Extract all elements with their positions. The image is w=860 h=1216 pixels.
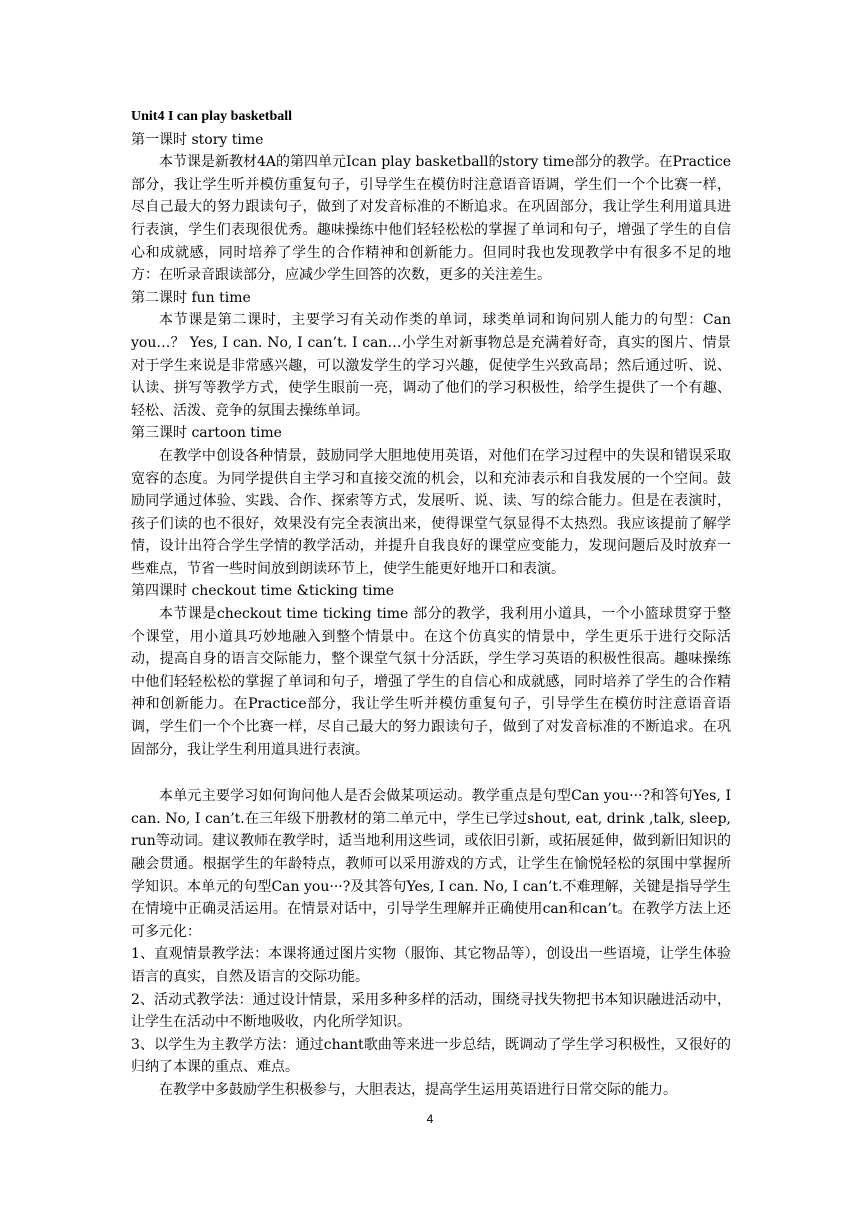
section-heading-3: 第三课时 cartoon time xyxy=(131,425,282,442)
section-heading-2: 第二课时 fun time xyxy=(131,289,251,306)
section-heading-1: 第一课时 story time xyxy=(131,131,264,148)
document-body xyxy=(131,106,731,1102)
section-body-3: 在教学中创设各种情景，鼓励同学大胆地使用英语，对他们在学习过程中的失误和错误采取宽容的态度。为同学提供自主学习和直接交流的机会，以和充沛表示和自我发展的一个空间。鼓励同学通过体验、实践、合作、探索等方式，发展听、说、读、写的综合能力。但是在表演时，孩子们读的也不很好，效果没有完全表演出来，使得课堂气氛显得不太热烈。我应该提前了解学情，设计出符合学生学情的教学活动，并提升自我良好的课堂应变能力，发现问题后及时放弃一些难点，节省一些时间放到朗读环节上，使学生能更好地开口和表演。 xyxy=(131,447,731,577)
section-body-2: 本节课是第二课时，主要学习有关动作类的单词，球类单词和询问别人能力的句型：Can you…？ Yes, I can. No, I can’t. I can…小学生对新事物总是充满着好奇，真实的图片、情景对于学生来说是非常感兴趣，可以激发学生的学习兴趣，促使学生兴致高昂；然后通过听、说、认读、拼写等教学方式，使学生眼前一亮，调动了他们的学习积极性，给学生提供了一个有趣、轻松、活泼、竞争的氛围去操练单词。 xyxy=(131,312,731,419)
section-body-1: 本节课是新教材4A的第四单元Ican play basketball的story time部分的教学。在Practice部分，我让学生听并模仿重复句子，引导学生在模仿时注意语音语调，学生们一个个比赛一样，尽自己最大的努力跟读句子，做到了对发音标准的不断追求。在巩固部分，我让学生利用道具进行表演，学生们表现很优秀。趣味操练中他们轻轻松松的掌握了单词和句子，增强了学生的自信心和成就感，同时培养了学生的合作精神和创新能力。但同时我也发现教学中有很多不足的地方：在听录音跟读部分，应减少学生回答的次数，更多的关注差生。 xyxy=(131,154,731,284)
document-title: Unit4 I can play basketball xyxy=(131,109,293,124)
paragraph-gap xyxy=(131,761,731,785)
method-item-2: 2、活动式教学法：通过设计情景，采用多种多样的活动，围绕寻找失物把书本知识融进活动中，让学生在活动中不断地吸收，内化所学知识。 xyxy=(131,991,731,1031)
summary-closing: 在教学中多鼓励学生积极参与，大胆表达，提高学生运用英语进行日常交际的能力。 xyxy=(159,1081,677,1098)
method-item-3: 3、以学生为主教学方法：通过chant歌曲等来进一步总结，既调动了学生学习积极性，又很好的归纳了本课的重点、难点。 xyxy=(131,1036,731,1076)
section-body-4: 本节课是checkout time ticking time 部分的教学，我利用小道具，一个小篮球贯穿于整个课堂，用小道具巧妙地融入到整个情景中。在这个仿真实的情景中，学生更乐于进行交际活动，提高自身的语言交际能力，整个课堂气氛十分活跃，学生学习英语的积极性很高。趣味操练中他们轻轻松松的掌握了单词和句子，增强了学生的自信心和成就感，同时培养了学生的合作精神和创新能力。在Practice部分，我让学生听并模仿重复句子，引导学生在模仿时注意语音语调，学生们一个个比赛一样，尽自己最大的努力跟读句子，做到了对发音标准的不断追求。在巩固部分，我让学生利用道具进行表演。 xyxy=(131,606,731,758)
method-item-1: 1、直观情景教学法：本课将通过图片实物（服饰、其它物品等），创设出一些语境，让学生体验语言的真实，自然及语言的交际功能。 xyxy=(131,946,731,985)
summary-intro: 本单元主要学习如何询问他人是否会做某项运动。教学重点是句型Can you···?和答句Yes, I can. No, I can’t.在三年级下册教材的第二单元中，学生已学过shout, eat, drink ,talk, sleep, run等动词。建议教师在教学时，适当地利用这些词，或依旧引新，或拓展延伸，做到新旧知识的融会贯通。根据学生的年龄特点，教师可以采用游戏的方式，让学生在愉悦轻松的氛围中掌握所学知识。本单元的句型Can you···?及其答句Yes, I can. No, I can’t.不难理解，关键是指导学生在情境中正确灵活运用。在情景对话中，引导学生理解并正确使用can和can’t。在教学方法上还可多元化： xyxy=(131,788,731,940)
section-heading-4: 第四课时 checkout time &ticking time xyxy=(131,583,395,600)
page-number: 4 xyxy=(426,1112,434,1126)
